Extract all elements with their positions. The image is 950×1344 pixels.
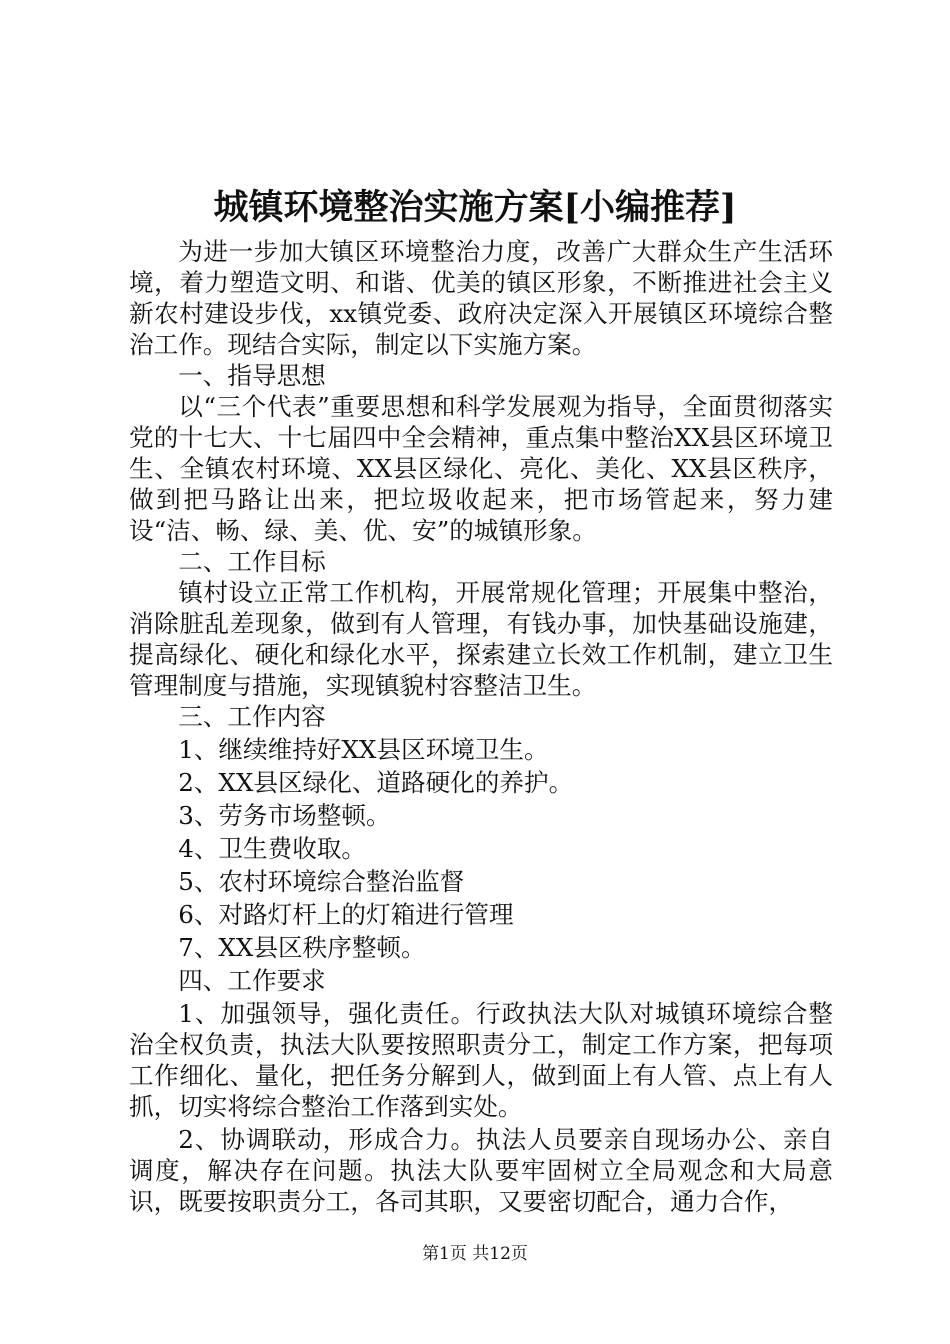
list-item: 7、XX县区秩序整顿。 bbox=[178, 933, 426, 962]
list-item: 4、卫生费收取。 bbox=[178, 834, 366, 863]
list-item: 2、XX县区绿化、道路硬化的养护。 bbox=[178, 768, 574, 797]
document-title: 城镇环境整治实施方案[小编推荐] bbox=[213, 187, 737, 228]
section-heading-work-requirements: 四、工作要求 bbox=[178, 966, 326, 995]
section-heading-guiding-ideology: 一、指导思想 bbox=[178, 361, 326, 390]
document-body bbox=[129, 236, 833, 1219]
guiding-ideology-paragraph: 以“三个代表”重要思想和科学发展观为指导，全面贯彻落实党的十七大、十七届四中全会精神，重点集中整治XX县区环境卫生、全镇农村环境、XX县区绿化、亮化、美化、XX县区秩序，做到把马路让出来，把垃圾收起来，把市场管起来，努力建设“洁、畅、绿、美、优、安”的城镇形象。 bbox=[129, 392, 833, 545]
list-item: 6、对路灯杆上的灯箱进行管理 bbox=[178, 900, 514, 929]
list-item: 5、农村环境综合整治监督 bbox=[178, 867, 465, 896]
list-item: 1、继续维持好XX县区环境卫生。 bbox=[178, 735, 549, 764]
section-heading-work-goals: 二、工作目标 bbox=[178, 547, 326, 576]
page-number-footer: 第1页 共12页 bbox=[422, 1244, 528, 1264]
list-item: 3、劳务市场整顿。 bbox=[178, 801, 391, 830]
intro-paragraph: 为进一步加大镇区环境整治力度，改善广大群众生产生活环境，着力塑造文明、和谐、优美的镇区形象，不断推进社会主义新农村建设步伐，xx镇党委、政府决定深入开展镇区环境综合整治工作。现结合实际，制定以下实施方案。 bbox=[129, 237, 833, 359]
work-goals-paragraph: 镇村设立正常工作机构，开展常规化管理；开展集中整治，消除脏乱差现象，做到有人管理，有钱办事，加快基础设施建，提高绿化、硬化和绿化水平，探索建立长效工作机制，建立卫生管理制度与措施，实现镇貌村容整洁卫生。 bbox=[129, 578, 833, 700]
requirement-paragraph: 2、协调联动，形成合力。执法人员要亲自现场办公、亲自调度，解决存在问题。执法大队要牢固树立全局观念和大局意识，既要按职责分工，各司其职，又要密切配合，通力合作， bbox=[129, 1125, 833, 1216]
section-heading-work-content: 三、工作内容 bbox=[178, 702, 326, 731]
requirement-paragraph: 1、加强领导，强化责任。行政执法大队对城镇环境综合整治全权负责，执法大队要按照职责分工，制定工作方案，把每项工作细化、量化，把任务分解到人，做到面上有人管、点上有人抓，切实将综合整治工作落到实处。 bbox=[129, 999, 833, 1121]
